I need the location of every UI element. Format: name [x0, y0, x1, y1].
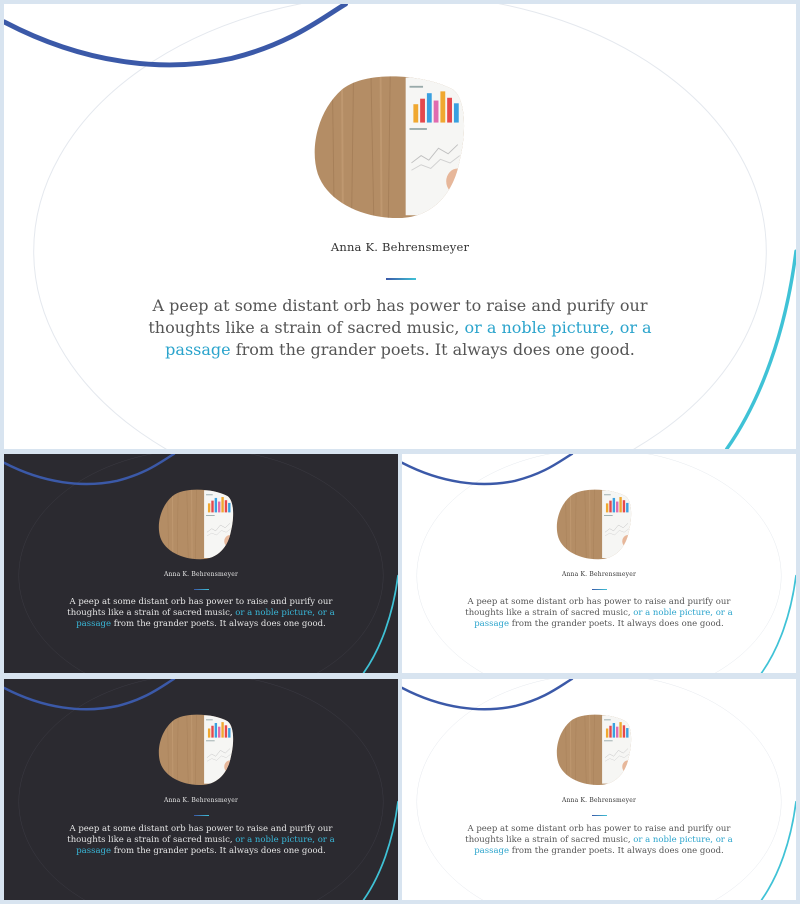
author-name: Anna K. Behrensmeyer: [330, 239, 470, 254]
quote-text: [449, 597, 748, 630]
report-photo: [158, 488, 235, 560]
quote-text-end: from the grander poets. It always does one good.: [111, 619, 326, 630]
slide-thumbnail-light[interactable]: [402, 454, 796, 673]
accent-divider: [194, 589, 209, 590]
slide-thumbnail-light[interactable]: [402, 679, 796, 900]
author-name: Anna K. Behrensmeyer: [163, 797, 239, 805]
quote-text-start: A peep at some distant orb has power to raise and purify our thoughts like a strain of sacred music,: [148, 296, 648, 338]
quote-text-start: A peep at some distant orb has power to raise and purify our thoughts like a strain of sacred music,: [67, 823, 333, 845]
accent-divider: [386, 278, 416, 280]
quote-highlight: or a noble picture, or a passage: [76, 834, 335, 856]
report-photo: [313, 73, 467, 220]
slide-thumbnail-dark[interactable]: [4, 454, 398, 673]
quote-text: [51, 597, 350, 630]
quote-text: [115, 295, 685, 361]
author-name: Anna K. Behrensmeyer: [561, 571, 637, 579]
quote-text-start: A peep at some distant orb has power to raise and purify our thoughts like a strain of sacred music,: [465, 597, 731, 619]
quote-text-end: from the grander poets. It always does one good.: [111, 845, 326, 856]
report-photo: [158, 713, 235, 786]
slide-main-preview[interactable]: [4, 4, 796, 449]
quote-text-end: from the grander poets. It always does one good.: [230, 340, 635, 360]
quote-highlight: or a noble picture, or a passage: [76, 608, 335, 630]
quote-highlight: or a noble picture, or a passage: [165, 318, 652, 360]
author-name: Anna K. Behrensmeyer: [561, 797, 637, 805]
slide-thumbnail-dark[interactable]: [4, 679, 398, 900]
report-photo: [556, 488, 633, 560]
accent-divider: [592, 589, 607, 590]
quote-text-end: from the grander poets. It always does one good.: [509, 845, 724, 856]
quote-text-end: from the grander poets. It always does one good.: [509, 619, 724, 630]
quote-text: [449, 824, 748, 857]
quote-highlight: or a noble picture, or a passage: [474, 608, 733, 630]
quote-text-start: A peep at some distant orb has power to raise and purify our thoughts like a strain of sacred music,: [67, 597, 333, 619]
quote-highlight: or a noble picture, or a passage: [474, 834, 733, 856]
quote-text: [51, 824, 350, 857]
accent-divider: [592, 815, 607, 816]
report-photo: [556, 713, 633, 786]
quote-text-start: A peep at some distant orb has power to raise and purify our thoughts like a strain of sacred music,: [465, 823, 731, 845]
author-name: Anna K. Behrensmeyer: [163, 571, 239, 579]
accent-divider: [194, 815, 209, 816]
